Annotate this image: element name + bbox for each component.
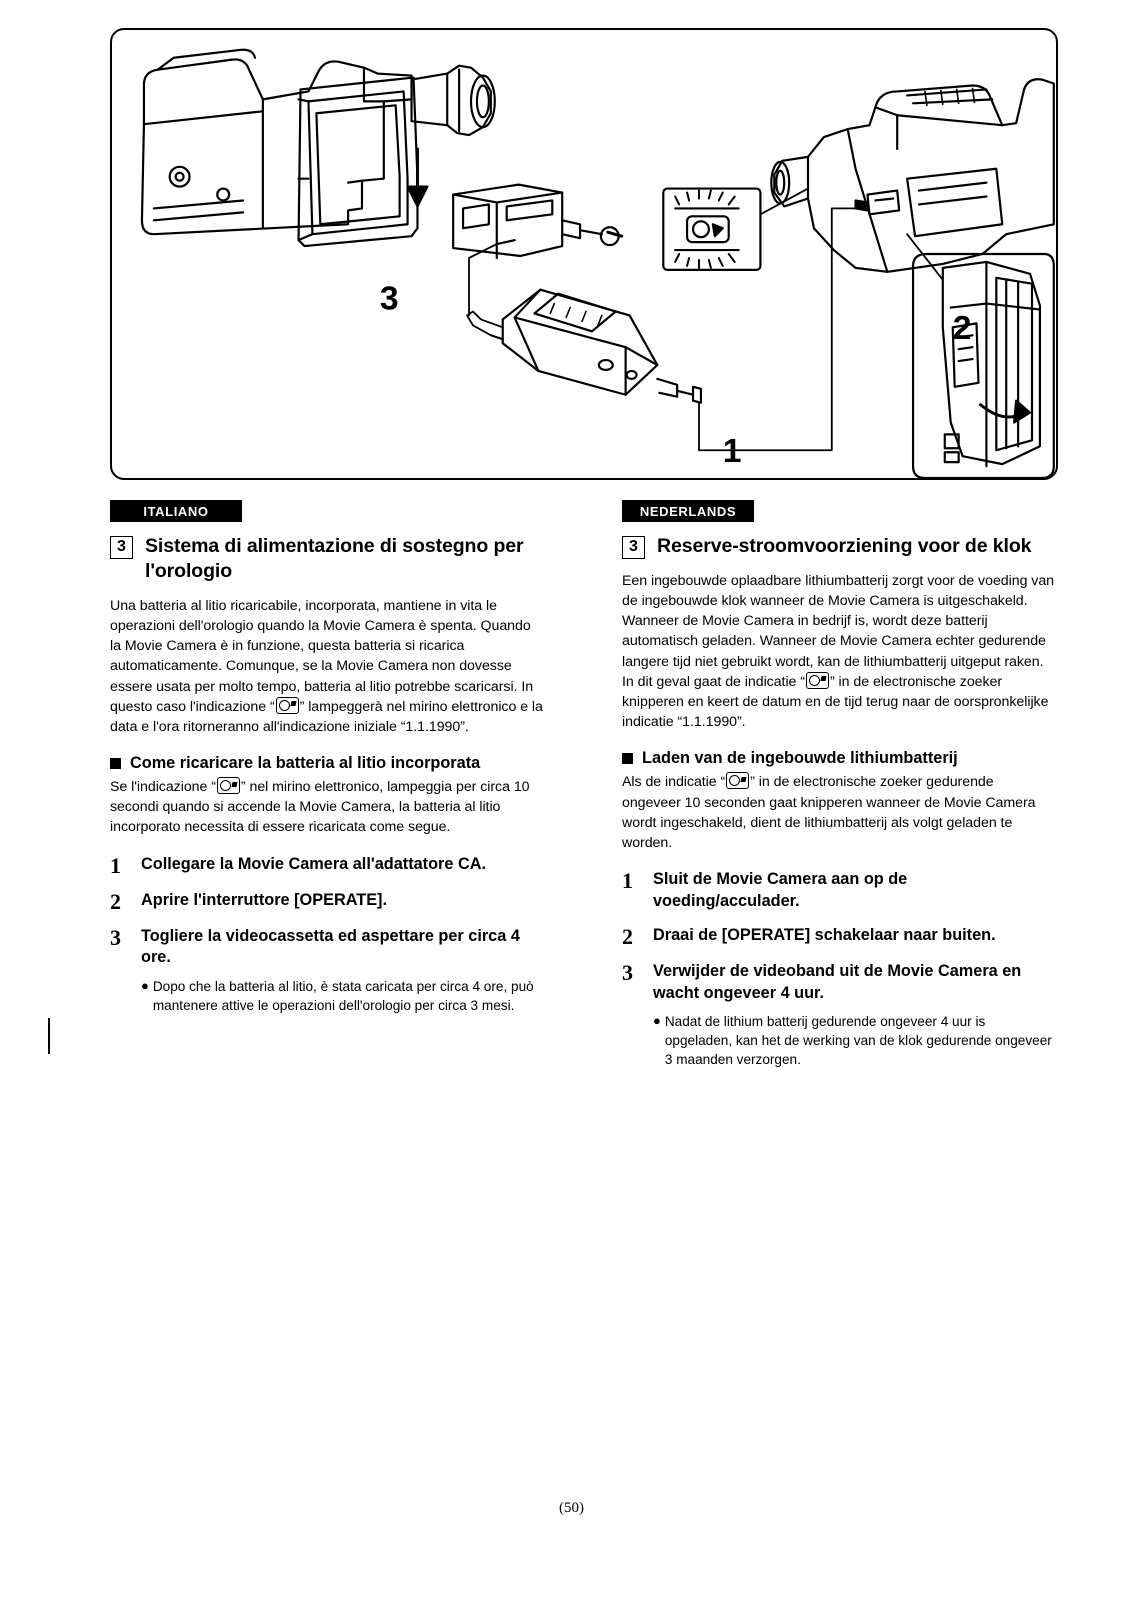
callout-2: 2 (952, 310, 972, 348)
illustration-drawing (112, 30, 1056, 478)
intro-paragraph (622, 571, 1056, 732)
list-item (622, 869, 1056, 912)
callout-3: 3 (379, 280, 399, 318)
sub-text-part1: Als de indicatie “ (622, 774, 726, 791)
callout-1: 1 (722, 433, 742, 471)
column-italiano (110, 534, 544, 1025)
subsection-heading (110, 753, 544, 774)
column-nederlands (622, 534, 1056, 1079)
step-number: 1 (110, 852, 121, 878)
lithium-battery-icon (276, 697, 299, 714)
intro-text-part1: Una batteria al litio ricaricabile, incorporata, mantiene in vita le operazioni dell'orologio quando la Movie Camera è spenta. Quando la Movie Camera è in funzione, questa batteria si ricarica automaticamente. Comunque, se la Movie Camera non dovesse essere usata per molto tempo, batteria al litio potrebbe scaricarsi. In questo caso l'indicazione “ (110, 597, 534, 715)
step-text: Sluit de Movie Camera aan op de voeding/acculader. (653, 870, 908, 910)
step-number: 3 (110, 924, 121, 950)
lithium-battery-icon (806, 672, 829, 689)
bullet-dot-icon: ● (141, 977, 149, 993)
intro-text-part1: Een ingebouwde oplaadbare lithiumbatterij zorgt voor de voeding van de ingebouwde klok wanneer de Movie Camera is uitgeschakeld. Wanneer de Movie Camera in bedrijf is, wordt deze batterij automatisch geladen. Wanneer de Movie Camera echter gedurende langere tijd niet gebruikt wordt, kan de lithiumbatterij uitgeput raken. In dit geval gaat de indicatie “ (622, 573, 1055, 690)
note-item (141, 977, 544, 1015)
step-number: 3 (622, 960, 633, 986)
step-text: Collegare la Movie Camera all'adattatore CA. (141, 854, 486, 873)
square-bullet-icon (110, 758, 121, 769)
step-text: Draai de [OPERATE] schakelaar naar buiten. (653, 926, 996, 945)
step-number: 2 (622, 924, 633, 950)
list-item (110, 926, 544, 969)
steps-list (622, 869, 1056, 1004)
bullet-dot-icon: ● (653, 1013, 661, 1029)
intro-text-part2: ” in de electronische zoeker knipperen en keert de datum en de tijd terug naar de oorspronkelijke indicatie “1.1.1990”. (622, 673, 1049, 731)
subsection-paragraph (110, 777, 544, 837)
note-text: Nadat de lithium batterij gedurende ongeveer 4 uur is opgeladen, kan het de werking van de klok gedurende ongeveer 3 maanden verzorgen. (664, 1014, 1052, 1068)
list-item (110, 890, 544, 913)
sub-text-part2: ” in de electronische zoeker gedurende ongeveer 10 seconden gaat knipperen wanneer de Movie Camera wordt ingeschakeld, dient de lithiumbatterij als volgt geladen te worden. (622, 774, 1036, 851)
list-item (110, 854, 544, 877)
language-label-italiano: ITALIANO (110, 500, 242, 522)
page-number: (50) (559, 1500, 584, 1516)
list-item (622, 961, 1056, 1004)
subsection-heading-label: Laden van de ingebouwde lithiumbatterij (642, 749, 958, 768)
square-bullet-icon (622, 753, 633, 764)
subsection-heading (622, 748, 1056, 769)
page-title: Sistema di alimentazione di sostegno per l'orologio (145, 535, 524, 582)
note-item (653, 1012, 1056, 1069)
illustration-panel (110, 28, 1058, 480)
step-text: Verwijder de videoband uit de Movie Camera en wacht ongeveer 4 uur. (653, 962, 1022, 1002)
steps-list (110, 854, 544, 969)
section-heading-nederlands (622, 534, 1056, 559)
note-block (141, 977, 544, 1015)
step-number: 1 (622, 868, 633, 894)
list-item (622, 925, 1056, 948)
step-text: Aprire l'interruttore [OPERATE]. (141, 890, 387, 909)
lithium-battery-icon (217, 777, 240, 794)
section-number-badge: 3 (622, 536, 645, 559)
section-heading-italiano (110, 534, 544, 584)
subsection-paragraph (622, 772, 1056, 853)
intro-paragraph (110, 596, 544, 737)
intro-text-part2: ” lampeggerà nel mirino elettronico e la data e l'ora ritorneranno all'indicazione iniziale “1.1.1990”. (110, 698, 543, 735)
note-text: Dopo che la batteria al litio, è stata caricata per circa 4 ore, può mantenere attive le operazioni dell'orologio per circa 3 mesi. (152, 978, 534, 1013)
sub-text-part2: ” nel mirino elettronico, lampeggia per circa 10 secondi quando si accende la Movie Camera, la batteria al litio incorporato necessita di essere ricaricata come segue. (110, 779, 530, 836)
section-number-badge: 3 (110, 536, 133, 559)
page-title: Reserve-stroomvoorziening voor de klok (657, 535, 1032, 557)
step-number: 2 (110, 888, 121, 914)
sub-text-part1: Se l'indicazione “ (110, 779, 216, 796)
subsection-heading-label: Come ricaricare la batteria al litio incorporata (130, 754, 481, 772)
note-block (653, 1012, 1056, 1069)
step-text: Togliere la videocassetta ed aspettare per circa 4 ore. (141, 926, 520, 967)
lithium-battery-icon (726, 772, 749, 789)
margin-mark (48, 1018, 50, 1054)
language-label-nederlands: NEDERLANDS (622, 500, 754, 522)
